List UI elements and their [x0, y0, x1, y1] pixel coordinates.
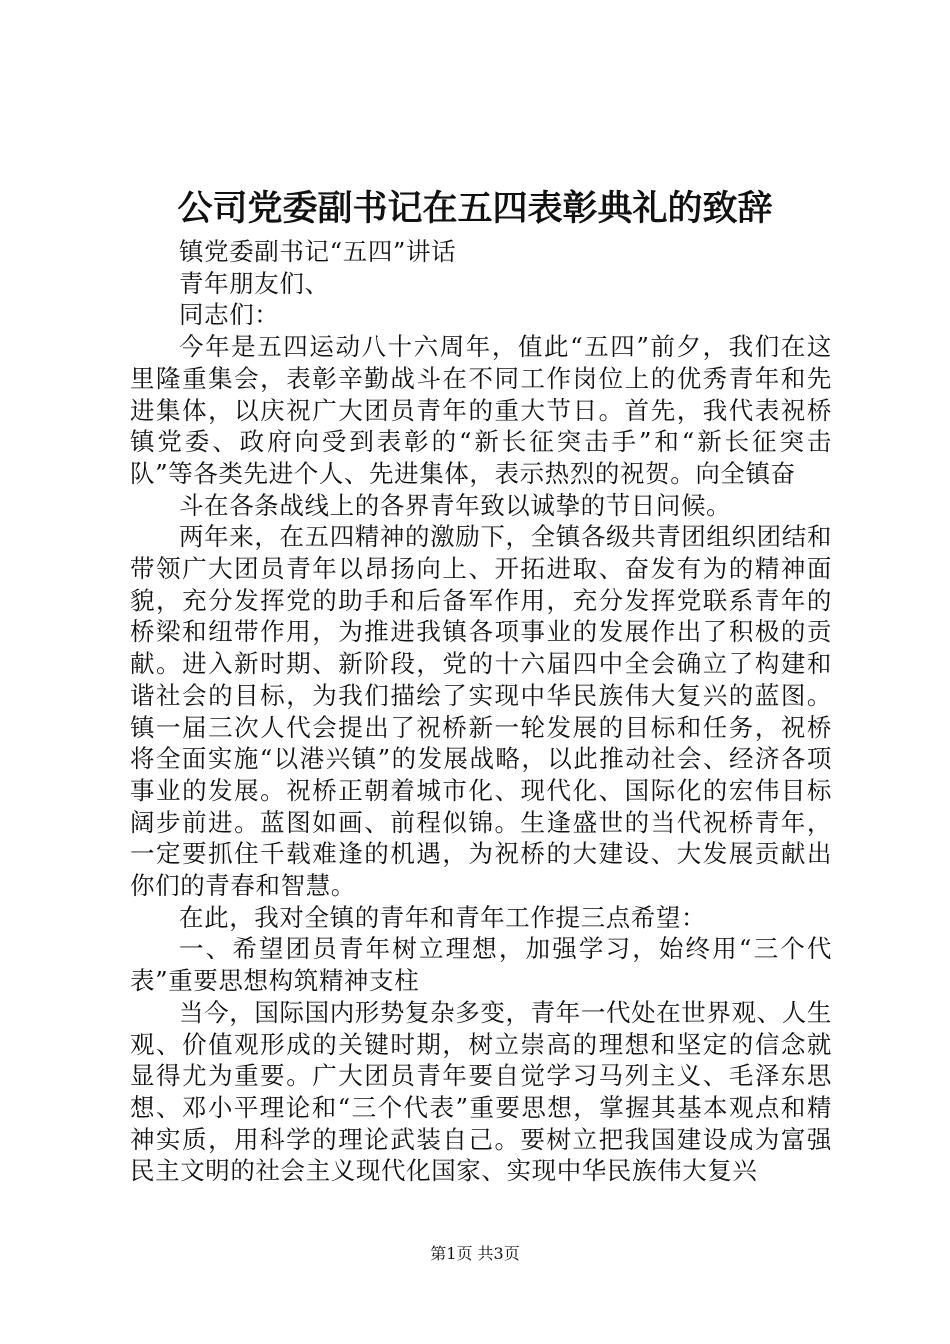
paragraph: 今年是五四运动八十六周年，值此“五四”前夕，我们在这里隆重集会，表彰辛勤战斗在不同工作岗位上的优秀青年和先进集体，以庆祝广大团员青年的重大节日。首先，我代表祝桥镇党委、政府向受到表彰的“新长征突击手”和“新长征突击队”等各类先进个人、先进集体，表示热烈的祝贺。向全镇奋	[130, 332, 832, 488]
paragraph-heading-1: 一、希望团员青年树立理想，加强学习，始终用“三个代表”重要思想构筑精神支柱	[130, 934, 832, 996]
document-body	[130, 236, 832, 1187]
paragraph-salutation-1: 青年朋友们、	[179, 268, 330, 298]
paragraph-subtitle: 镇党委副书记“五四”讲话	[179, 237, 457, 266]
paragraph: 斗在各条战线上的各界青年致以诚挚的节日问候。	[179, 490, 732, 520]
paragraph: 两年来，在五四精神的激励下，全镇各级共青团组织团结和带领广大团员青年以昂扬向上、开拓进取、奋发有为的精神面貌，充分发挥党的助手和后备军作用，充分发挥党联系青年的桥梁和纽带作用，为推进我镇各项事业的发展作出了积极的贡献。进入新时期、新阶段，党的十六届四中全会确立了构建和谐社会的目标，为我们描绘了实现中华民族伟大复兴的蓝图。镇一届三次人代会提出了祝桥新一轮发展的目标和任务，祝桥将全面实施“以港兴镇”的发展战略，以此推动社会、经济各项事业的发展。祝桥正朝着城市化、现代化、国际化的宏伟目标阔步前进。蓝图如画、前程似锦。生逢盛世的当代祝桥青年，一定要抓住千载难逢的机遇，为祝桥的大建设、大发展贡献出你们的青春和智慧。	[130, 522, 832, 901]
paragraph-salutation-2: 同志们：	[179, 300, 280, 330]
paragraph: 在此，我对全镇的青年和青年工作提三点希望：	[179, 902, 707, 932]
page-footer: 第1页 共3页	[430, 1244, 520, 1263]
paragraph: 当今，国际国内形势复杂多变，青年一代处在世界观、人生观、价值观形成的关键时期，树立崇高的理想和坚定的信念就显得尤为重要。广大团员青年要自觉学习马列主义、毛泽东思想、邓小平理论和“三个代表”重要思想，掌握其基本观点和精神实质，用科学的理论武装自己。要树立把我国建设成为富强民主文明的社会主义现代化国家、实现中华民族伟大复兴	[130, 997, 832, 1186]
document-title: 公司党委副书记在五四表彰典礼的致辞	[177, 188, 773, 229]
